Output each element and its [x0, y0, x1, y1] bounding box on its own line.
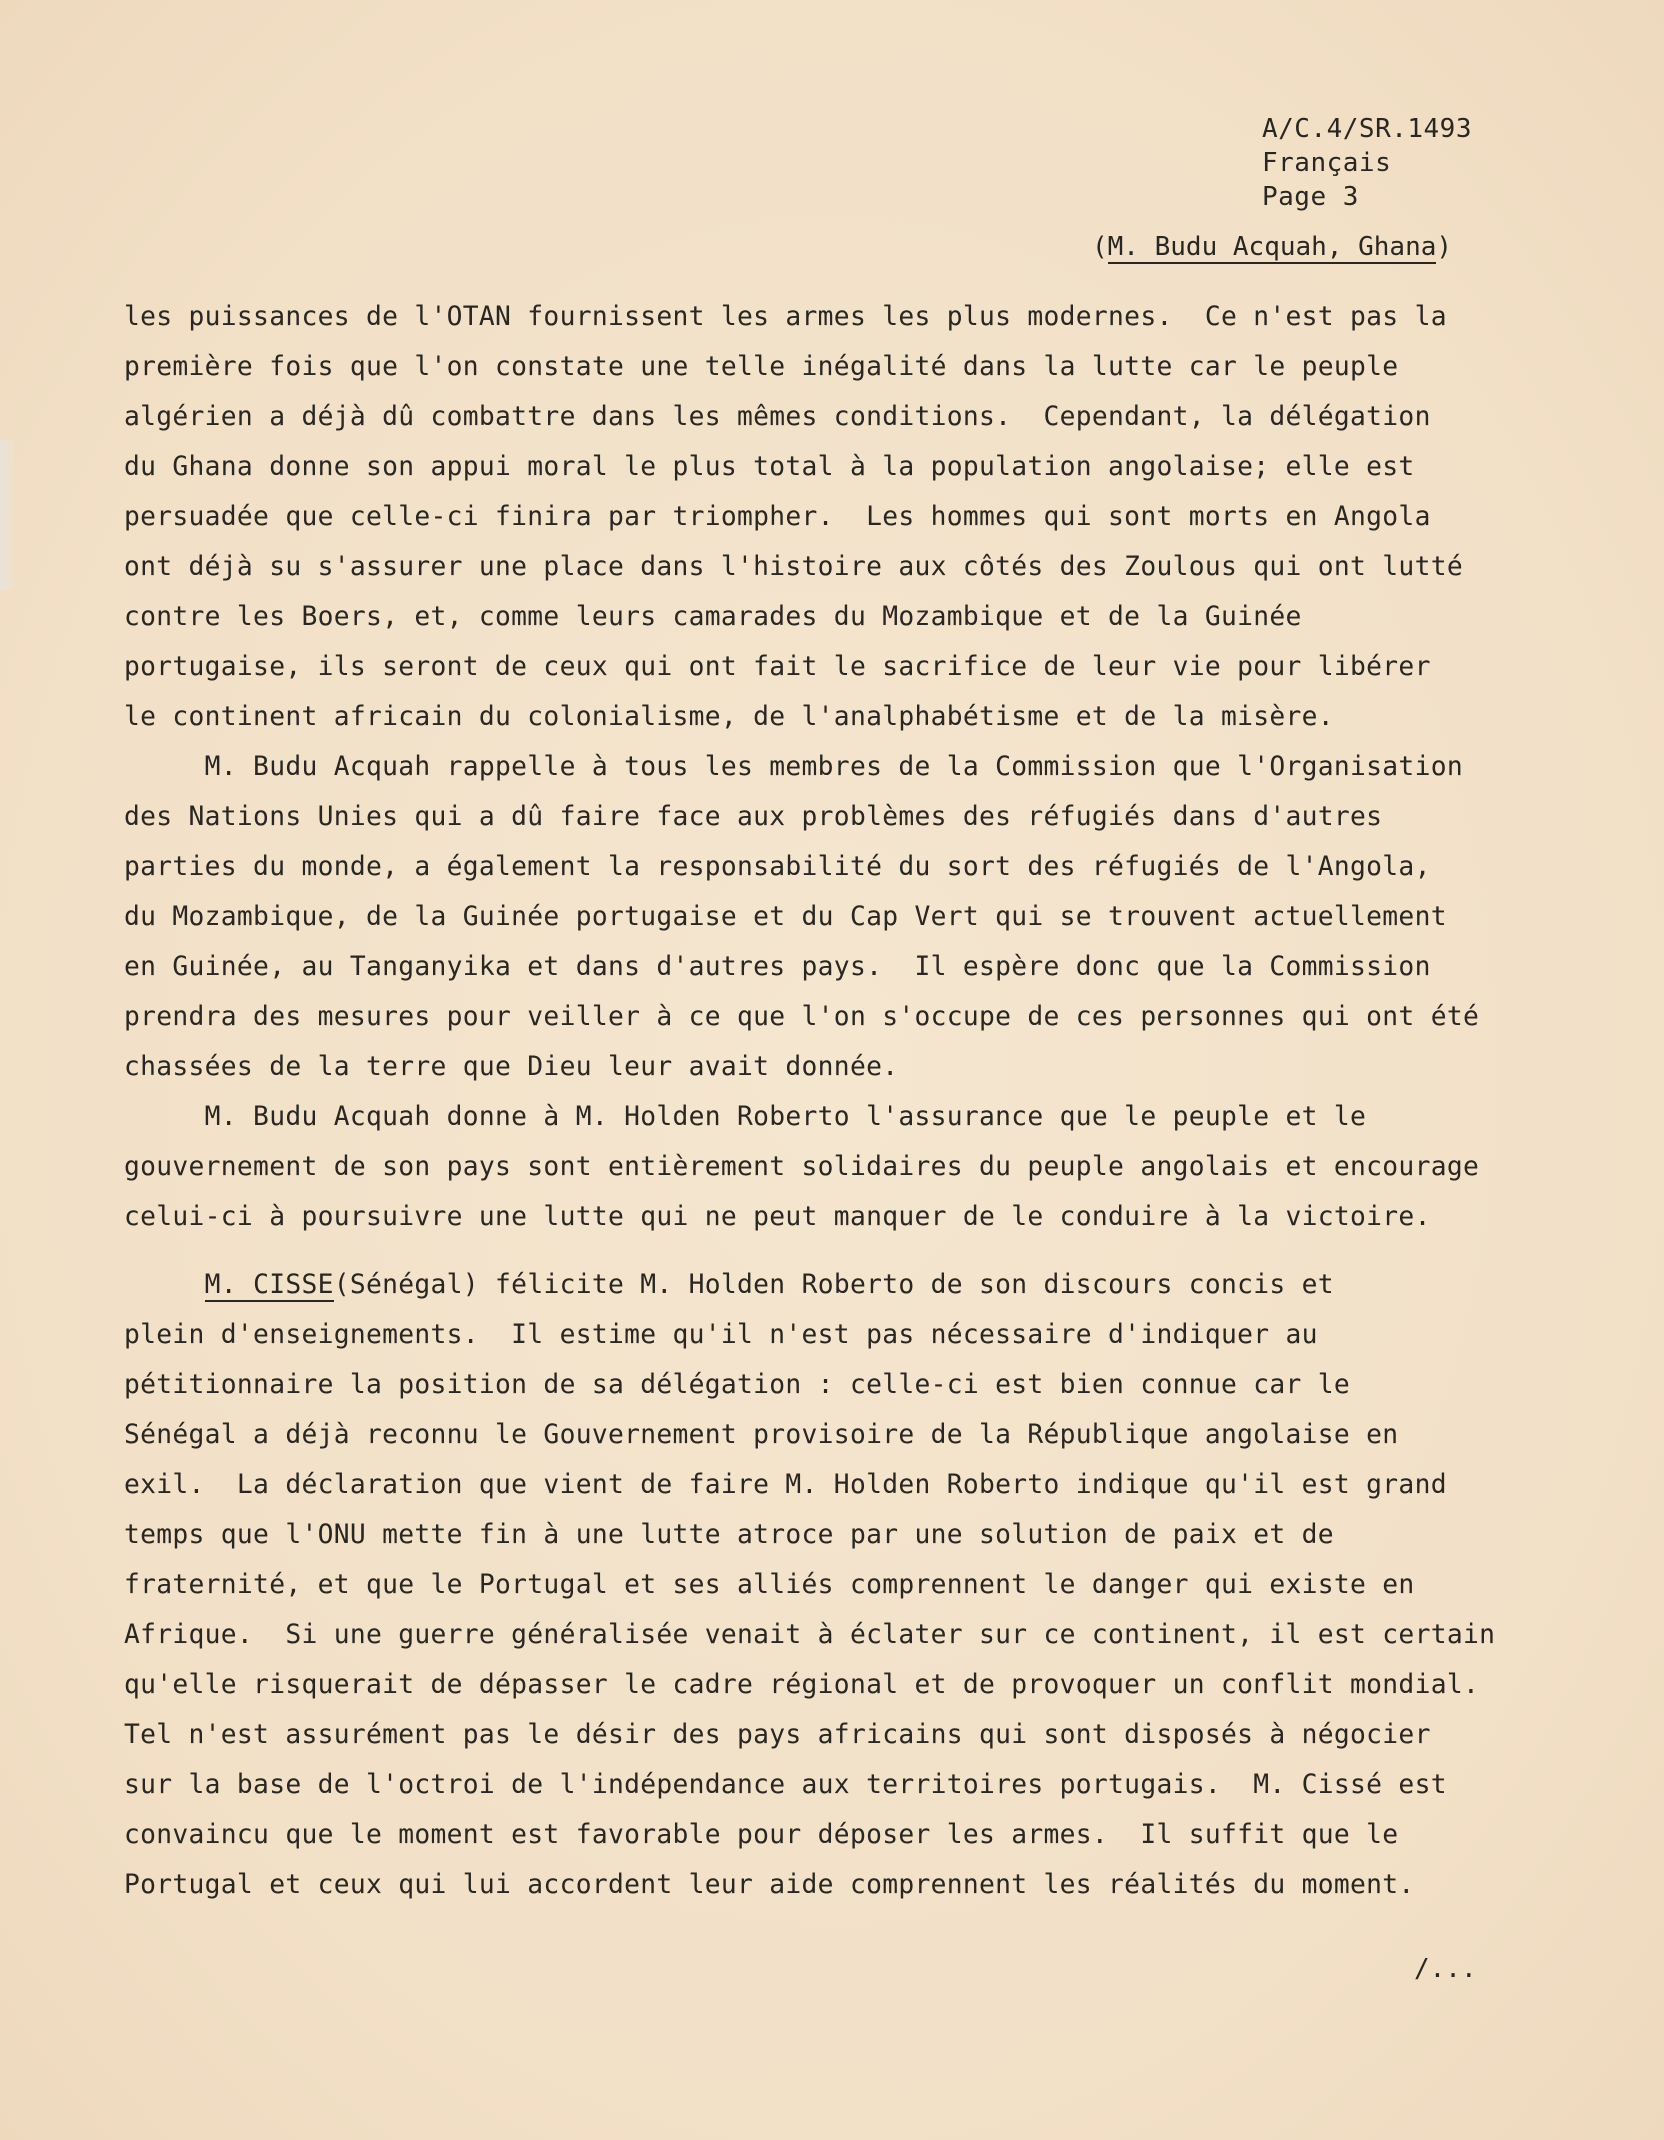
paragraph-3 — [124, 1092, 1564, 1242]
document-body — [124, 292, 1564, 1910]
paren-open: ( — [1092, 232, 1108, 262]
paragraph-1 — [124, 292, 1564, 742]
text-line: contre les Boers, et, comme leurs camarades du Mozambique et de la Guinée — [124, 602, 1302, 632]
text-line: M. Budu Acquah donne à M. Holden Roberto l'assurance que le peuple et le — [124, 1102, 1367, 1132]
indent — [124, 1270, 205, 1300]
page-number: Page 3 — [1262, 182, 1359, 212]
text-line: M. Budu Acquah rappelle à tous les membres de la Commission que l'Organisation — [124, 752, 1463, 782]
text-line: du Mozambique, de la Guinée portugaise et du Cap Vert qui se trouvent actuellement — [124, 902, 1447, 932]
text-line: sur la base de l'octroi de l'indépendance aux territoires portugais. M. Cissé est — [124, 1770, 1447, 1800]
text-line: les puissances de l'OTAN fournissent les armes les plus modernes. Ce n'est pas la — [124, 302, 1447, 332]
text-fragment: (Sénégal) félicite M. Holden Roberto de son discours concis et — [333, 1270, 1334, 1300]
continuation-mark: /... — [1414, 1954, 1477, 1984]
paren-close: ) — [1436, 232, 1453, 262]
text-line: plein d'enseignements. Il estime qu'il n'est pas nécessaire d'indiquer au — [124, 1320, 1318, 1350]
text-line: ont déjà su s'assurer une place dans l'histoire aux côtés des Zoulous qui ont lutté — [124, 552, 1463, 582]
text-line: portugaise, ils seront de ceux qui ont fait le sacrifice de leur vie pour libérer — [124, 652, 1431, 682]
paragraph-2 — [124, 742, 1564, 1092]
text-line: chassées de la terre que Dieu leur avait donnée. — [124, 1052, 899, 1082]
text-line: gouvernement de son pays sont entièrement solidaires du peuple angolais et encourage — [124, 1152, 1480, 1182]
document-header — [1262, 112, 1472, 214]
text-line: Sénégal a déjà reconnu le Gouvernement provisoire de la République angolaise en — [124, 1420, 1399, 1450]
text-line: fraternité, et que le Portugal et ses alliés comprennent le danger qui existe en — [124, 1570, 1415, 1600]
text-line: du Ghana donne son appui moral le plus total à la population angolaise; elle est — [124, 452, 1415, 482]
text-line: Afrique. Si une guerre généralisée venait à éclater sur ce continent, il est certain — [124, 1620, 1496, 1650]
paper-edge-tear — [0, 440, 14, 590]
text-line: première fois que l'on constate une telle inégalité dans la lutte car le peuple — [124, 352, 1399, 382]
text-line — [124, 1260, 1564, 1310]
text-line: convaincu que le moment est favorable pour déposer les armes. Il suffit que le — [124, 1820, 1399, 1850]
text-line: algérien a déjà dû combattre dans les mêmes conditions. Cependant, la délégation — [124, 402, 1431, 432]
text-line: Tel n'est assurément pas le désir des pays africains qui sont disposés à négocier — [124, 1720, 1431, 1750]
text-line: temps que l'ONU mette fin à une lutte atroce par une solution de paix et de — [124, 1520, 1334, 1550]
document-language: Français — [1262, 148, 1392, 178]
paragraph-gap — [124, 1242, 1564, 1260]
speaker-name: M. CISSE — [204, 1270, 334, 1300]
text-line: Portugal et ceux qui lui accordent leur aide comprennent les réalités du moment. — [124, 1870, 1415, 1900]
text-line: le continent africain du colonialisme, de l'analphabétisme et de la misère. — [124, 702, 1334, 732]
text-line: pétitionnaire la position de sa délégation : celle-ci est bien connue car le — [124, 1370, 1351, 1400]
text-line: des Nations Unies qui a dû faire face aux problèmes des réfugiés dans d'autres — [124, 802, 1383, 832]
paragraph-4 — [124, 1260, 1564, 1910]
text-line: celui-ci à poursuivre une lutte qui ne peut manquer de le conduire à la victoire. — [124, 1202, 1431, 1232]
text-line: prendra des mesures pour veiller à ce que l'on s'occupe de ces personnes qui ont été — [124, 1002, 1480, 1032]
speaker-reference-name: M. Budu Acquah, Ghana — [1107, 232, 1437, 262]
document-symbol: A/C.4/SR.1493 — [1262, 114, 1472, 144]
speaker-reference — [1092, 230, 1452, 264]
text-line: qu'elle risquerait de dépasser le cadre régional et de provoquer un conflit mondial. — [124, 1670, 1480, 1700]
text-line: en Guinée, au Tanganyika et dans d'autres pays. Il espère donc que la Commission — [124, 952, 1431, 982]
text-line: exil. La déclaration que vient de faire M. Holden Roberto indique qu'il est grand — [124, 1470, 1447, 1500]
text-line: persuadée que celle-ci finira par triompher. Les hommes qui sont morts en Angola — [124, 502, 1431, 532]
text-line: parties du monde, a également la responsabilité du sort des réfugiés de l'Angola, — [124, 852, 1431, 882]
